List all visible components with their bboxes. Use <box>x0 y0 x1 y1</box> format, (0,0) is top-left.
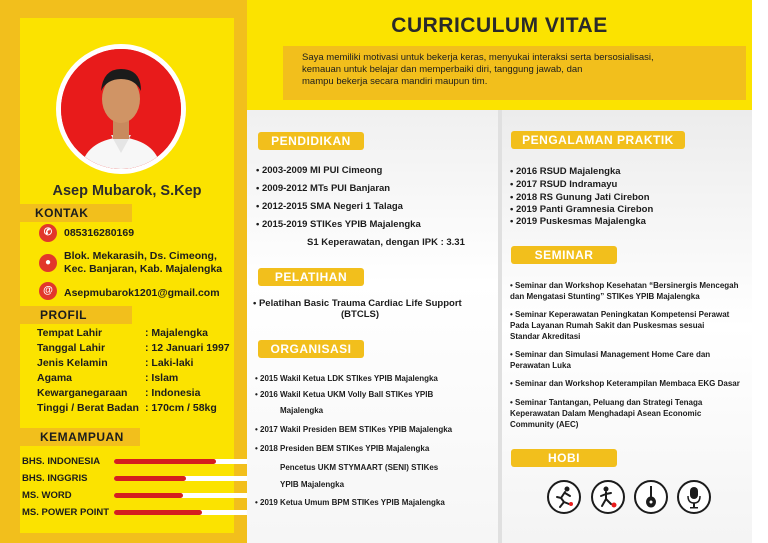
skill-track <box>114 510 252 515</box>
education-item: • 2015-2019 STIKes YPIB Majalengka <box>256 219 421 230</box>
experience-item: • 2017 RSUD Indramayu <box>510 179 618 190</box>
seminar-item-cont: Perawatan Luka <box>510 361 571 370</box>
training-item-cont: (BTCLS) <box>341 309 379 320</box>
address-line-2: Kec. Banjaran, Kab. Majalengka <box>64 263 223 275</box>
seminar-item: • Seminar Tantangan, Peluang dan Strategi Tenaga <box>510 398 703 407</box>
summary-line: mampu bekerja secara mandiri maupun tim. <box>302 76 488 88</box>
profile-label: Tempat Lahir <box>37 327 103 339</box>
seminar-item: • Seminar dan Simulasi Management Home Care dan <box>510 350 711 359</box>
profile-row <box>37 387 237 401</box>
seminar-item-cont: Standar Akreditasi <box>510 332 581 341</box>
seminar-item-cont: Keperawatan Dalam Menghadapi Asean Economic <box>510 409 702 418</box>
skill-label: MS. WORD <box>22 490 72 501</box>
profile-label: Tinggi / Berat Badan <box>37 402 139 414</box>
organization-item: • 2018 Presiden BEM STIKes YPIB Majalengka <box>255 444 430 453</box>
organization-heading: ORGANISASI <box>258 340 364 358</box>
profile-photo <box>61 49 181 169</box>
profile-value: : 170cm / 58kg <box>145 402 217 414</box>
right-margin <box>752 0 768 543</box>
organization-item-cont: YPIB Majalengka <box>280 480 345 489</box>
profile-label: Kewarganegaraan <box>37 387 128 399</box>
skill-track <box>114 493 252 498</box>
profile-row <box>37 402 237 416</box>
education-item: • 2012-2015 SMA Negeri 1 Talaga <box>256 201 403 212</box>
profile-value: : Islam <box>145 372 179 384</box>
education-heading: PENDIDIKAN <box>258 132 364 150</box>
summary-text <box>302 52 722 89</box>
skill-label: BHS. INDONESIA <box>22 456 101 467</box>
running-icon <box>547 480 581 514</box>
microphone-icon <box>677 480 711 514</box>
skill-level-bar <box>114 510 202 515</box>
organization-item: • 2016 Wakil Ketua UKM Volly Ball STIKes YPIB <box>255 390 434 399</box>
profile-heading: PROFIL <box>20 306 132 324</box>
hobby-heading: HOBI <box>511 449 617 467</box>
summary-line: kemauan untuk belajar dan memperbaiki diri, tanggung jawab, dan <box>302 64 583 76</box>
profile-value: : Laki-laki <box>145 357 194 369</box>
organization-item: • 2017 Wakil Presiden BEM STIKes YPIB Majalengka <box>255 425 453 434</box>
skill-track <box>114 459 252 464</box>
skill-row <box>22 456 232 468</box>
seminar-heading: SEMINAR <box>511 246 617 264</box>
skill-row <box>22 473 232 485</box>
email-address[interactable]: Asepmubarok1201@gmail.com <box>64 287 220 299</box>
organization-item: • 2015 Wakil Ketua LDK STIkes YPIB Majalengka <box>255 374 438 383</box>
profile-value: : Majalengka <box>145 327 209 339</box>
training-heading: PELATIHAN <box>258 268 364 286</box>
candidate-name: Asep Mubarok, S.Kep <box>52 183 202 199</box>
seminar-item-cont: dan Mengatasi Stunting” STIKes YPIB Majalengka <box>510 292 700 301</box>
experience-item: • 2018 RS Gunung Jati Cirebon <box>510 192 650 203</box>
skills-heading: KEMAMPUAN <box>20 428 140 446</box>
seminar-item: • Seminar Keperawatan Peningkatan Kompetensi Perawat <box>510 310 730 319</box>
soccer-icon <box>591 480 625 514</box>
phone-icon: ✆ <box>39 224 57 242</box>
experience-item: • 2016 RSUD Majalengka <box>510 166 621 177</box>
seminar-item-cont: Pada Layanan Rumah Sakit dan Puskesmas sesuai <box>510 321 705 330</box>
skill-level-bar <box>114 459 216 464</box>
skill-level-bar <box>114 493 183 498</box>
profile-label: Tanggal Lahir <box>37 342 106 354</box>
training-item: • Pelatihan Basic Trauma Cardiac Life Support <box>253 298 462 309</box>
page-title: CURRICULUM VITAE <box>391 14 608 37</box>
skill-track <box>114 476 252 481</box>
location-pin-icon: ● <box>39 254 57 272</box>
skill-level-bar <box>114 476 186 481</box>
profile-row <box>37 372 237 386</box>
education-item: • 2009-2012 MTs PUI Banjaran <box>256 183 391 194</box>
seminar-item: • Seminar dan Workshop Kesehatan “Bersinergis Mencegah <box>510 281 739 290</box>
profile-row <box>37 342 237 356</box>
profile-row <box>37 327 237 341</box>
experience-item: • 2019 Puskesmas Majalengka <box>510 216 646 227</box>
at-sign-icon: @ <box>39 282 57 300</box>
skill-label: MS. POWER POINT <box>22 507 110 518</box>
skill-row <box>22 490 232 502</box>
profile-label: Jenis Kelamin <box>37 357 108 369</box>
address-line-1: Blok. Mekarasih, Ds. Cimeong, <box>64 250 217 262</box>
experience-heading: PENGALAMAN PRAKTIK <box>511 131 685 149</box>
summary-line: Saya memiliki motivasi untuk bekerja keras, menyukai interaksi serta bersosialisasi, <box>302 52 654 63</box>
organization-item: • 2019 Ketua Umum BPM STIKes YPIB Majalengka <box>255 498 445 507</box>
organization-item-cont: Pencetus UKM STYMAART (SENI) STIKes <box>280 463 439 472</box>
experience-item: • 2019 Panti Gramnesia Cirebon <box>510 204 654 215</box>
profile-value: : 12 Januari 1997 <box>145 342 230 354</box>
seminar-item: • Seminar dan Workshop Keterampilan Membaca EKG Dasar <box>510 379 740 388</box>
profile-label: Agama <box>37 372 73 384</box>
organization-item-cont: Majalengka <box>280 406 324 415</box>
skill-label: BHS. INGGRIS <box>22 473 88 484</box>
contact-heading: KONTAK <box>20 204 132 222</box>
skill-row <box>22 507 232 519</box>
education-item: • 2003-2009 MI PUI Cimeong <box>256 165 383 176</box>
profile-value: : Indonesia <box>145 387 201 399</box>
education-degree: S1 Keperawatan, dengan IPK : 3.31 <box>307 237 465 248</box>
seminar-item-cont: Community (AEC) <box>510 420 579 429</box>
profile-row <box>37 357 237 371</box>
guitar-icon <box>634 480 668 514</box>
phone-number: 085316280169 <box>64 227 135 239</box>
